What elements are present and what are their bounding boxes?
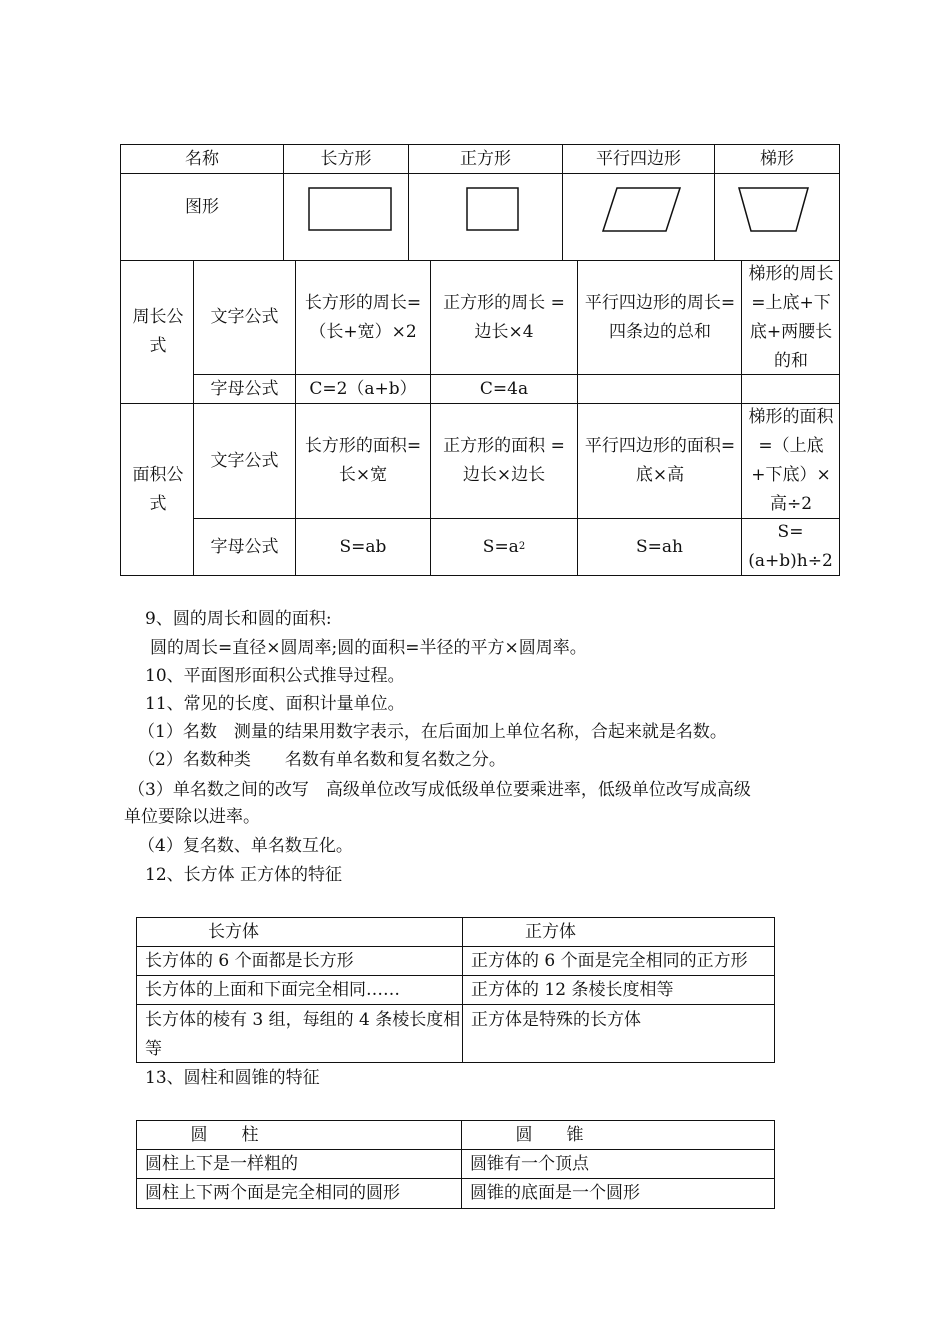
parallelogram-figure [602,187,682,233]
paragraph-12: 12、长方体 正方体的特征 [145,865,343,885]
area-text-label: 文字公式 [210,450,279,471]
rect-perimeter-letter: C=2（a+b） [309,378,417,399]
paragraph-9: 9、圆的周长和圆的面积: [145,609,332,629]
table-row: 长方体的棱有 3 组，每组的 4 条棱长度相等 [145,1010,461,1059]
paragraph-11-1: （1）名数 测量的结果用数字表示，在后面加上单位名称，合起来就是名数。 [138,722,727,742]
table-row: 正方体的 6 个面是完全相同的正方形 [471,950,748,971]
header-cone: 圆 锥 [515,1124,584,1145]
trap-perimeter-text: 梯形的周长=上底+下底+两腰长的和 [748,263,834,371]
header-square: 正方形 [460,148,511,169]
perimeter-letter-label: 字母公式 [210,378,279,399]
header-cuboid: 长方体 [208,921,259,942]
header-parallelogram: 平行四边形 [596,148,681,169]
rect-perimeter-text: 长方形的周长=（长+宽）×2 [304,292,422,342]
square-area-letter: S=a 2 [431,519,577,575]
header-trapezoid: 梯形 [760,148,794,169]
paragraph-11: 11、常见的长度、面积计量单位。 [145,694,405,714]
table-row: 圆锥的底面是一个圆形 [470,1182,640,1203]
square-perimeter-letter: C=4a [479,378,529,399]
area-letter-label: 字母公式 [210,536,279,557]
header-cube: 正方体 [525,921,576,942]
table-row: 长方体的 6 个面都是长方形 [145,950,354,971]
trap-area-text: 梯形的面积=（上底+下底）×高÷2 [748,407,834,514]
para-area-text: 平行四边形的面积= 底×高 [584,436,736,485]
rectangle-figure [308,187,393,232]
paragraph-10: 10、平面图形面积公式推导过程。 [145,666,405,686]
paragraph-11-3-cont: 单位要除以进率。 [124,807,260,827]
perimeter-text-label: 文字公式 [210,307,279,327]
header-rectangle: 长方形 [320,148,372,169]
rect-area-letter: S=ab [339,536,387,557]
square-area-text: 正方形的面积 = 边长×边长 [443,436,565,485]
para-area-letter: S=ah [636,536,683,557]
paragraph-11-4: （4）复名数、单名数互化。 [138,836,353,856]
table-row: 圆锥有一个顶点 [470,1153,589,1174]
table-row: 圆柱上下两个面是完全相同的圆形 [145,1182,400,1203]
header-cylinder: 圆 柱 [190,1124,259,1145]
paragraph-13: 13、圆柱和圆锥的特征 [145,1068,320,1088]
square-perimeter-text: 正方形的周长 = 边长×4 [443,292,565,342]
trapezoid-figure [738,187,810,233]
paragraph-11-2: （2）名数种类 名数有单名数和复名数之分。 [138,750,506,770]
trap-perimeter-letter [742,375,839,403]
rect-area-text: 长方形的面积=长×宽 [304,436,422,485]
table-row: 正方体的 12 条棱长度相等 [471,979,674,1000]
square-area-letter-base: S=a [482,536,519,557]
table-row: 正方体是特殊的长方体 [471,1009,641,1030]
table-row: 圆柱上下是一样粗的 [145,1153,298,1174]
square-figure [466,187,520,232]
header-name: 名称 [185,148,219,169]
para-perimeter-letter [578,375,741,403]
para-perimeter-text: 平行四边形的周长=四条边的总和 [584,292,736,342]
figure-label: 图形 [185,196,219,217]
perimeter-label: 周长公式 [132,307,184,356]
paragraph-9-body: 圆的周长=直径×圆周率;圆的面积=半径的平方×圆周率。 [150,638,587,658]
paragraph-11-3: （3）单名数之间的改写 高级单位改写成低级单位要乘进率，低级单位改写成高级 [128,780,751,800]
area-label: 面积公式 [132,464,184,514]
table-row: 长方体的上面和下面完全相同…… [145,979,400,1000]
trap-area-letter: S=(a+b)h÷2 [748,522,833,571]
